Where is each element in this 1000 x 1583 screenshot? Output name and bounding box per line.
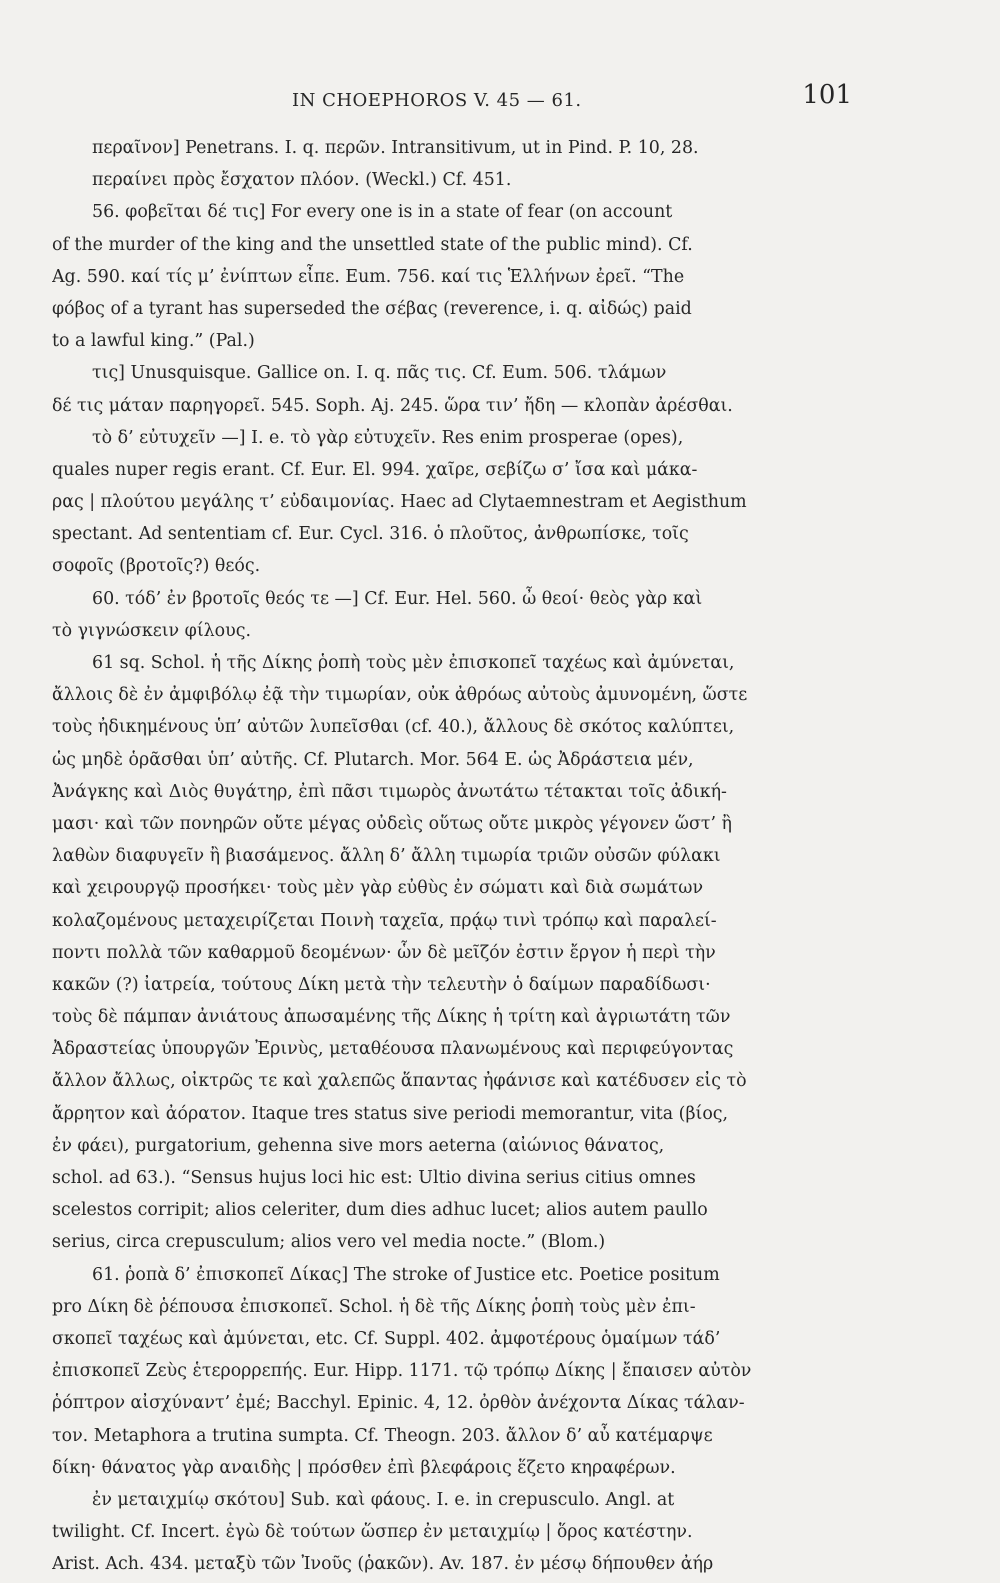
running-title: IN CHOEPHOROS V. 45 — 61. bbox=[292, 90, 582, 111]
text-line: σοφοῖς (βροτοῖς?) θεός. bbox=[52, 556, 261, 577]
text-line: pro Δίκη δὲ ῥέπουσα ἐπισκοπεῖ. Schol. ἡ δὲ τῆς Δίκης ῥοπὴ τοὺς μὲν ἐπι- bbox=[52, 1296, 696, 1317]
text-line: τὸ γιγνώσκειν φίλους. bbox=[52, 620, 251, 641]
text-line: σκοπεῖ ταχέως καὶ ἀμύνεται, etc. Cf. Suppl. 402. ἀμφοτέρους ὁμαίμων τάδ’ bbox=[52, 1328, 721, 1349]
text-line: Ag. 590. καί τίς μ’ ἐνίπτων εἶπε. Eum. 756. καί τις Ἑλλήνων ἐρεῖ. “The bbox=[52, 266, 685, 287]
text-line: quales nuper regis erant. Cf. Eur. El. 994. χαῖρε, σεβίζω σ’ ἴσα καὶ μάκα- bbox=[52, 459, 698, 480]
text-line: ῥόπτρον αἰσχύναντ’ ἐμέ; Bacchyl. Epinic. 4, 12. ὀρθὸν ἀνέχοντα Δίκας τάλαν- bbox=[52, 1393, 745, 1414]
text-line: ἐν μεταιχμίῳ σκότου] Sub. καὶ φάους. I. e. in crepusculo. Angl. at bbox=[92, 1489, 675, 1510]
text-line: φόβος of a tyrant has superseded the σέβας (reverence, i. q. αἰδώς) paid bbox=[52, 298, 692, 319]
text-line: of the murder of the king and the unsettled state of the public mind). Cf. bbox=[52, 234, 693, 255]
text-line: scelestos corripit; alios celeriter, dum dies adhuc lucet; alios autem paullo bbox=[52, 1200, 708, 1221]
text-line: 61 sq. Schol. ἡ τῆς Δίκης ῥοπὴ τοὺς μὲν ἐπισκοπεῖ ταχέως καὶ ἀμύνεται, bbox=[92, 653, 735, 673]
text-line: schol. ad 63.). “Sensus hujus loci hic est: Ultio divina serius citius omnes bbox=[52, 1168, 696, 1188]
text-line: κακῶν (?) ἰατρεία, τούτους Δίκη μετὰ τὴν τελευτὴν ὁ δαίμων παραδίδωσι· bbox=[52, 974, 711, 995]
text-line: ρας | πλούτου μεγάλης τ’ εὐδαιμονίας. Haec ad Clytaemnestram et Aegisthum bbox=[52, 492, 747, 513]
text-line: μασι· καὶ τῶν πονηρῶν οὔτε μέγας οὐδεὶς οὕτως οὔτε μικρὸς γέγονεν ὥστ’ ἢ bbox=[52, 813, 732, 834]
text-line: 56. φοβεῖται δέ τις] For every one is in a state of fear (on account bbox=[92, 202, 673, 223]
text-line: ἐπισκοπεῖ Ζεὺς ἑτερορρεπής. Eur. Hipp. 1171. τῷ τρόπῳ Δίκης | ἔπαισεν αὐτὸν bbox=[52, 1361, 752, 1382]
commentary-body bbox=[52, 132, 878, 1580]
text-line: spectant. Ad sententiam cf. Eur. Cycl. 316. ὁ πλοῦτος, ἀνθρωπίσκε, τοῖς bbox=[52, 524, 689, 545]
text-line: περαίνει πρὸς ἔσχατον πλόον. (Weckl.) Cf. 451. bbox=[92, 170, 512, 191]
text-line: ἄλλον ἄλλως, οἰκτρῶς τε καὶ χαλεπῶς ἅπαντας ἠφάνισε καὶ κατέδυσεν εἰς τὸ bbox=[52, 1071, 747, 1092]
text-line: 61. ῥοπὰ δ’ ἐπισκοπεῖ Δίκας] The stroke of Justice etc. Poetice positum bbox=[92, 1264, 720, 1285]
text-line: τις] Unusquisque. Gallice on. I. q. πᾶς τις. Cf. Eum. 506. τλάμων bbox=[92, 363, 667, 384]
text-line: Ἀνάγκης καὶ Διὸς θυγάτηρ, ἐπὶ πᾶσι τιμωρὸς ἀνωτάτω τέτακται τοῖς ἀδική- bbox=[52, 781, 727, 802]
text-line: to a lawful king.” (Pal.) bbox=[52, 331, 255, 352]
text-line: Ἀδραστείας ὑπουργῶν Ἐρινὺς, μεταθέουσα πλανωμένους καὶ περιφεύγοντας bbox=[52, 1039, 734, 1060]
text-line: τον. Metaphora a trutina sumpta. Cf. Theogn. 203. ἄλλον δ’ αὖ κατέμαρψε bbox=[52, 1425, 713, 1446]
text-line: καὶ χειρουργῷ προσήκει· τοὺς μὲν γὰρ εὐθὺς ἐν σώματι καὶ διὰ σωμάτων bbox=[52, 878, 704, 899]
running-head bbox=[52, 80, 852, 120]
text-line: κολαζομένους μεταχειρίζεται Ποινὴ ταχεῖα, πρᾴῳ τινὶ τρόπῳ καὶ παραλεί- bbox=[52, 910, 717, 931]
page-number: 101 bbox=[802, 80, 852, 110]
text-line: ὡς μηδὲ ὁρᾶσθαι ὑπ’ αὐτῆς. Cf. Plutarch. Mor. 564 E. ὡς Ἀδράστεια μέν, bbox=[52, 749, 694, 770]
text-line: τοὺς ἠδικημένους ὑπ’ αὐτῶν λυπεῖσθαι (cf. 40.), ἄλλους δὲ σκότος καλύπτει, bbox=[52, 717, 735, 738]
text-line: τοὺς δὲ πάμπαν ἀνιάτους ἀπωσαμένης τῆς Δίκης ἡ τρίτη καὶ ἀγριωτάτη τῶν bbox=[52, 1007, 731, 1028]
text-line: τὸ δ’ εὐτυχεῖν —] I. e. τὸ γὰρ εὐτυχεῖν. Res enim prosperae (opes), bbox=[92, 427, 684, 448]
text-line: ἄρρητον καὶ ἀόρατον. Itaque tres status sive periodi memorantur, vita (βίος, bbox=[52, 1103, 729, 1124]
text-line: twilight. Cf. Incert. ἐγὼ δὲ τούτων ὥσπερ ἐν μεταιχμίῳ | ὅρος κατέστην. bbox=[52, 1522, 693, 1543]
text-line: λαθὼν διαφυγεῖν ἢ βιασάμενος. ἄλλη δ’ ἄλλη τιμωρία τριῶν οὐσῶν φύλακι bbox=[52, 846, 721, 867]
text-line: περαῖνον] Penetrans. I. q. περῶν. Intransitivum, ut in Pind. P. 10, 28. bbox=[92, 138, 699, 158]
text-line: Arist. Ach. 434. μεταξὺ τῶν Ἰνοῦς (ῥακῶν). Av. 187. ἐν μέσῳ δήπουθεν ἀήρ bbox=[52, 1554, 714, 1575]
text-line: δίκη· θάνατος γὰρ αναιδὴς | πρόσθεν ἐπὶ βλεφάροις ἕζετο κηραφέρων. bbox=[52, 1457, 676, 1478]
text-line: ἐν φάει), purgatorium, gehenna sive mors aeterna (αἰώνιος θάνατος, bbox=[52, 1135, 665, 1156]
text-line: ποντι πολλὰ τῶν καθαρμοῦ δεομένων· ὧν δὲ μεῖζόν ἐστιν ἔργον ἡ περὶ τὴν bbox=[52, 942, 716, 963]
text-line: 60. τόδ’ ἐν βροτοῖς θεός τε —] Cf. Eur. Hel. 560. ὦ θεοί· θεὸς γὰρ καὶ bbox=[92, 588, 703, 609]
text-line: serius, circa crepusculum; alios vero vel media nocte.” (Blom.) bbox=[52, 1232, 606, 1253]
text-line: ἄλλοις δὲ ἐν ἀμφιβόλῳ ἐᾷ τὴν τιμωρίαν, οὐκ ἀθρόως αὐτοὺς ἀμυνομένη, ὥστε bbox=[52, 685, 748, 706]
text-line: δέ τις μάταν παρηγορεῖ. 545. Soph. Aj. 245. ὥρα τιν’ ἤδη — κλοπὰν ἀρέσθαι. bbox=[52, 395, 733, 416]
